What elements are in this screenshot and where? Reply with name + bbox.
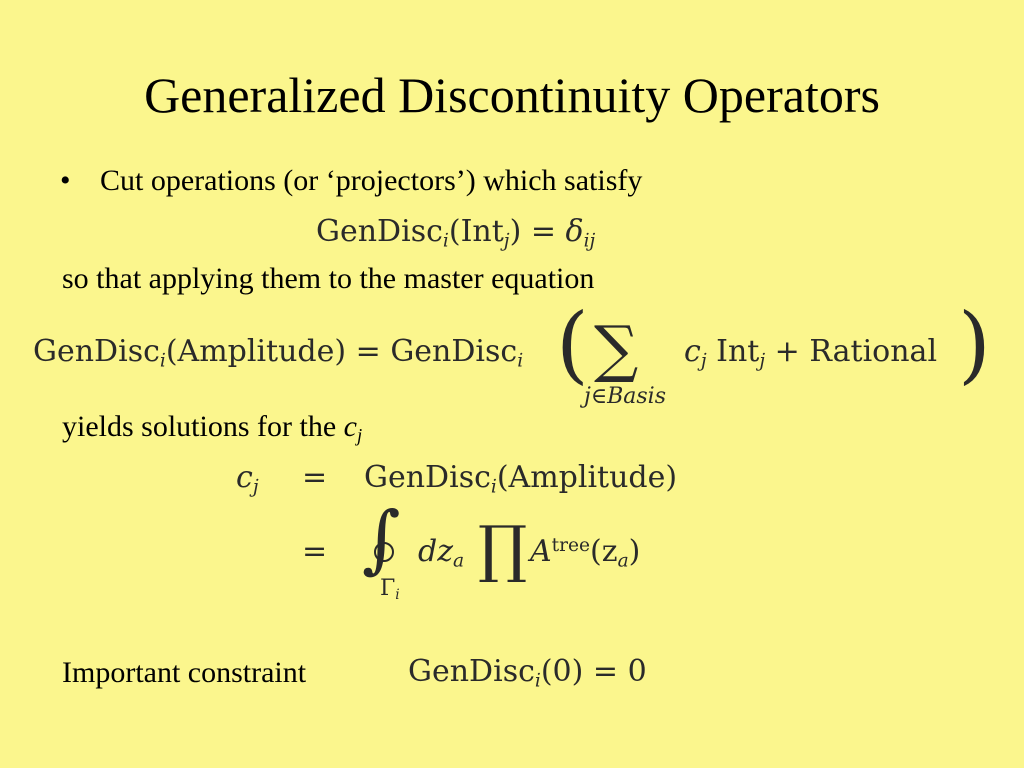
constraint-label: Important constraint [62,656,307,689]
bullet-text: Cut operations (or ‘projectors’) which satisfy [100,164,643,197]
slide-title: Generalized Discontinuity Operators [144,67,880,123]
equation-projector: GenDisc$_i$(Int$_j$) = $\delta_{ij}$ [316,214,596,252]
integral-sign: ∫ [362,496,401,582]
solution-eq-1: = [302,460,328,495]
big-right-paren: ) [958,295,991,393]
master-rhs: $c_j$ Int$_j$ + Rational [684,334,938,372]
contour-circle [374,542,394,562]
solution-rhs-1: GenDisc$_i$(Amplitude) [364,460,678,498]
text-master-equation: so that applying them to the master equation [62,262,595,295]
differential: $dz_a$ [418,534,465,572]
sum-subscript: j∈Basis [584,384,667,409]
sum-symbol: ∑ [594,312,639,385]
master-lhs: GenDisc$_i$(Amplitude) = GenDisc$_i$ [33,334,524,372]
text-yields-solutions: yields solutions for the $c_j$ [62,410,363,447]
bullet-marker: • [60,164,71,197]
big-left-paren: ( [556,295,589,393]
solution-lhs: $c_j$ [236,460,259,498]
constraint-equation: GenDisc$_i$(0) = 0 [408,654,647,692]
solution-eq-2: = [302,534,328,569]
tree-amplitude: $A^{tree}(z_a)$ [530,534,641,572]
integral-subscript: $\Gamma_i$ [380,576,400,604]
product-symbol: ∏ [478,512,528,585]
